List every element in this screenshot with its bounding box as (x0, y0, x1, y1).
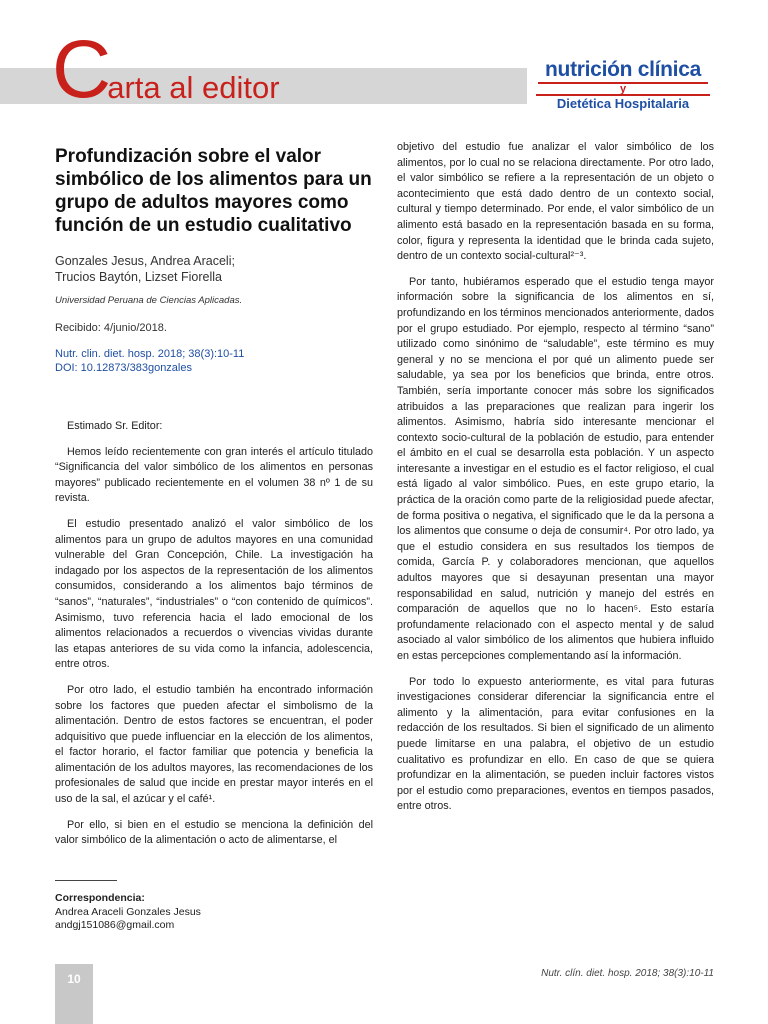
correspondence-name: Andrea Araceli Gonzales Jesus (55, 905, 201, 918)
journal-logo (530, 58, 716, 112)
correspondence-label: Correspondencia: (55, 892, 145, 904)
footnote-divider (55, 880, 117, 881)
paragraph-7: Por todo lo expuesto anteriormente, es vital para futuras investigaciones considerar diferenciar la significancia entre el alimento y la alimentación, para evitar confusiones en la redacción de los resultados. Si bien el significado de un alimento puede limitarse en una palabra, el objetivo de un estudio cualitativo es profundizar en ello. En caso de que se quiera profundizar en la alimentación, se pueden incluir factores vistos por el estudio como preparaciones, eventos en tiempos pasados, entre otros. (397, 675, 714, 813)
body-left (55, 419, 373, 849)
citation-journal: Nutr. clin. diet. hosp. 2018; 38(3):10-11 (55, 348, 245, 360)
paragraph-4: Por ello, si bien en el estudio se menciona la definición del valor simbólico de la alimentación o acto de alimentarse, el (55, 818, 373, 847)
greeting: Estimado Sr. Editor: (67, 420, 163, 432)
page-number: 10 (67, 972, 81, 986)
authors-line-1: Gonzales Jesus, Andrea Araceli; (55, 254, 235, 268)
paragraph-3: Por otro lado, el estudio también ha encontrado información sobre los factores que pueden afectar el simbolismo de la alimentación. Dentro de estos factores se encuentran, el poder adquisitivo que puede influenciar en la elección de los alimentos, el factor horario, el factor familiar que potencia y beneficia la alimentación de los adultos mayores, las recomendaciones de los profesionales de salud que incide en prestar mayor interés en el uso de la sal, el azúcar y el café¹. (55, 683, 373, 806)
journal-logo-line2: Dietética Hospitalaria (536, 94, 710, 112)
paragraph-6: Por tanto, hubiéramos esperado que el estudio tenga mayor información sobre la significancia de los alimentos en sí, profundizando en los términos mencionados anteriormente, dados por el grupo estudiado. Por ejemplo, respecto al término “sano” utilizado como sinónimo de “saludable”, este término es muy general y no se menciona el por qué un alimento puede ser saludable, ya sea por los beneficios que brinda, entre otros. También, sería importante conocer más sobre los significados atribuidos a las preparaciones que realizan para ingerir los alimentos. Asimismo, habría sido interesante mencionar el contexto socio-cultural de la población de estudio, para entender el ámbito en el cual se desarrolla esta población. Y un aspecto interesante a investigar en el estudio es el factor religioso, el cual está ligado al valor simbólico. Pues, en este grupo etario, la práctica de la oración como parte de la religiosidad puede afectar, de forma positiva o negativa, el significado que le da la persona a los alimentos que consume o deja de consumir⁴. Por otro lado, ya que el estudio considera en sus resultados los tiempos de comida, García P. y colaboradores mencionan, que aquellos adultos mayores que si desayunan presentan una mayor responsabilidad en salud, nutrición y manejo del estrés en comparación de aquellos que no lo hacen⁵. Esto estaría profundamente relacionado con el aspecto mental y de salud asociado al valor simbólico de los alimentos que hubiera influido en estas percepciones complementando así la información. (397, 275, 714, 662)
article-title: Profundización sobre el valor simbólico de los alimentos para un grupo de adultos mayores como función de un estudio cualitativo (55, 146, 372, 236)
section-title (52, 24, 280, 115)
footer-citation: Nutr. clín. diet. hosp. 2018; 38(3):10-11 (541, 968, 714, 979)
section-title-initial: C (52, 24, 108, 115)
authors (55, 253, 373, 285)
correspondence-email[interactable]: andgj151086@gmail.com (55, 919, 175, 931)
journal-logo-line1: nutrición clínica (545, 58, 701, 81)
right-column (397, 140, 714, 825)
citation-doi[interactable]: DOI: 10.12873/383gonzales (55, 362, 192, 374)
journal-logo-y: y (538, 82, 708, 94)
authors-line-2: Trucios Baytón, Lizset Fiorella (55, 270, 222, 284)
paragraph-5: objetivo del estudio fue analizar el valor simbólico de los alimentos, por lo cual no se relaciona directamente. Por otro lado, el valor simbólico se refiere a la representación de un objeto o acontecimiento que está dado dentro de un contexto social, cultural y tiempo determinado. Por ende, el valor simbólico de un alimento está basado en la representación basada en su forma, color, figura y representa la identidad que le brinda cada sujeto, dentro de un contexto social-cultural²⁻³. (397, 141, 714, 263)
received-date: Recibido: 4/junio/2018. (55, 322, 167, 334)
citation-block (55, 347, 373, 375)
paragraph-2: El estudio presentado analizó el valor simbólico de los alimentos para un grupo de adultos mayores en una comunidad vulnerable del Gran Concepción, Chile. La investigación ha indagado por los aspectos de la representación de los alimentos consumidos, considerando a los alimentos bajo términos de “sanos”, “naturales”, “industriales” o “con contenido de químicos”. Asimismo, tuvo referencia hacia el lado emocional de los alimentos relacionados a recuerdos o vivencias vividas durante las etapas anteriores de su vida como la infancia, adolescencia, entre otros. (55, 517, 373, 671)
affiliation: Universidad Peruana de Ciencias Aplicadas. (55, 295, 243, 306)
section-title-rest: arta al editor (107, 70, 280, 105)
left-column (55, 140, 373, 859)
correspondence (55, 892, 201, 933)
paragraph-1: Hemos leído recientemente con gran interés el artículo titulado “Significancia del valor simbólico de los alimentos en personas mayores” publicado recientemente en el volumen 38 nº 1 de su revista. (55, 445, 373, 505)
page-number-box (55, 964, 93, 1024)
